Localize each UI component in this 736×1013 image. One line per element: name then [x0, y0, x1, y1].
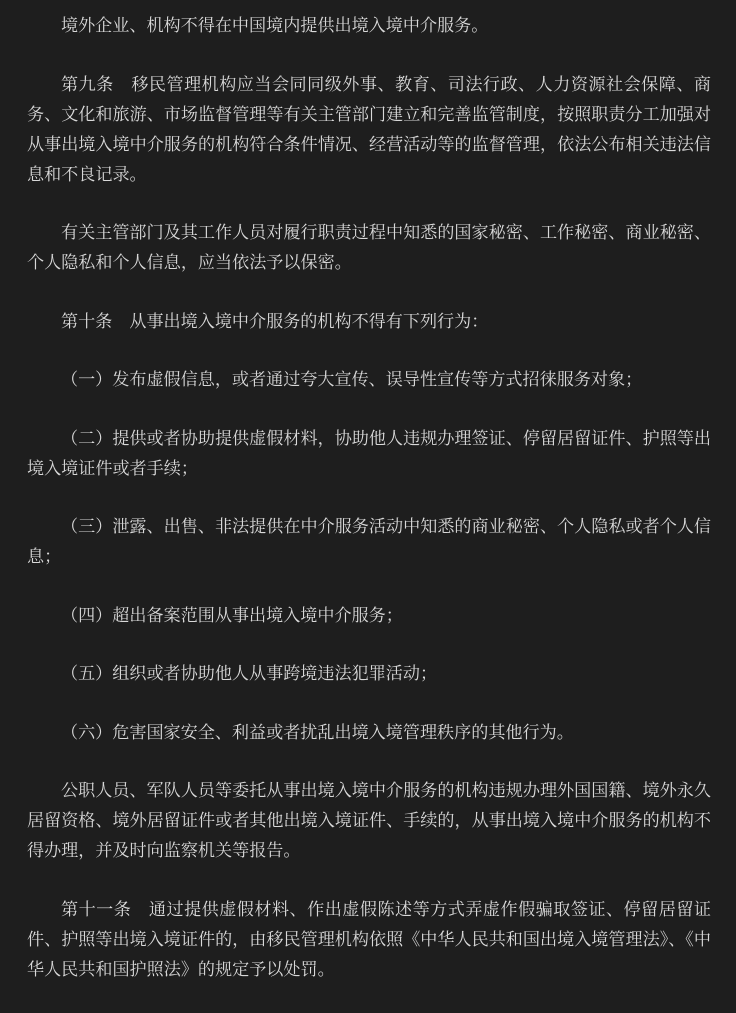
paragraph-confidentiality: 有关主管部门及其工作人员对履行职责过程中知悉的国家秘密、工作秘密、商业秘密、个人隐私和个人信息，应当依法予以保密。 [27, 223, 711, 273]
list-item-6: （六）危害国家安全、利益或者扰乱出境入境管理秩序的其他行为。 [61, 722, 574, 743]
list-item-4: （四）超出备案范围从事出境入境中介服务； [61, 605, 403, 626]
paragraph-foreign-ban: 境外企业、机构不得在中国境内提供出境入境中介服务。 [61, 16, 489, 36]
paragraph-article-10: 第十条 从事出境入境中介服务的机构不得有下列行为： [61, 311, 489, 332]
list-item-5: （五）组织或者协助他人从事跨境违法犯罪活动； [61, 664, 438, 684]
document-body [27, 11, 711, 1013]
list-item-3: （三）泄露、出售、非法提供在中介服务活动中知悉的商业秘密、个人隐私或者个人信息； [27, 517, 711, 567]
paragraph-article-11: 第十一条 通过提供虚假材料、作出虚假陈述等方式弄虚作假骗取签证、停留居留证件、护照等出境入境证件的，由移民管理机构依照《中华人民共和国出境入境管理法》、《中华人民共和国护照法》的规定予以处罚。 [27, 899, 711, 980]
list-item-2: （二）提供或者协助提供虚假材料，协助他人违规办理签证、停留居留证件、护照等出境入境证件或者手续； [27, 428, 711, 479]
paragraph-article-9: 第九条 移民管理机构应当会同同级外事、教育、司法行政、人力资源社会保障、商务、文化和旅游、市场监督管理等有关主管部门建立和完善监管制度，按照职责分工加强对从事出境入境中介服务的机构符合条件情况、经营活动等的监督管理，依法公布相关违法信息和不良记录。 [27, 74, 711, 185]
list-item-1: （一）发布虚假信息，或者通过夸大宣传、误导性宣传等方式招徕服务对象； [61, 370, 643, 390]
paragraph-public-officials: 公职人员、军队人员等委托从事出境入境中介服务的机构违规办理外国国籍、境外永久居留资格、境外居留证件或者其他出境入境证件、手续的，从事出境入境中介服务的机构不得办理，并及时向监察机关等报告。 [27, 781, 711, 861]
